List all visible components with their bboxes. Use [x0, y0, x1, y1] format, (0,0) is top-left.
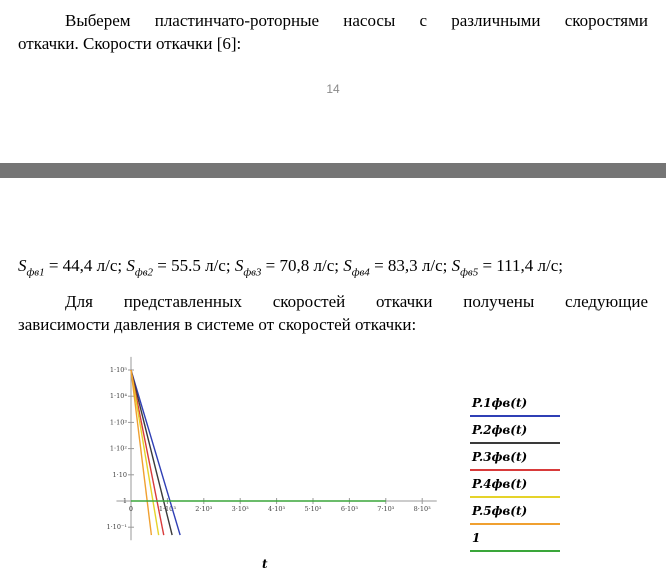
speed-3: $S_{фв3} = 70,8$ л/с;	[234, 256, 344, 279]
pump-speeds-formula	[18, 256, 563, 278]
legend-item: P.2фв(t)	[470, 420, 565, 447]
paragraph-line: Для представленных скоростей откачки получены следующие	[65, 292, 648, 311]
y-tick-label: 1·10⁵	[109, 366, 127, 374]
x-tick-label: 5·10³	[304, 505, 322, 513]
y-tick-label: 1	[122, 497, 127, 505]
y-tick-label: 1·10⁻¹	[106, 523, 127, 532]
pressure-chart	[0, 355, 460, 555]
x-tick-label: 0	[128, 505, 134, 513]
y-tick-label: 1·10⁴	[109, 392, 127, 401]
series-line-5	[128, 370, 151, 535]
paragraph-line: откачки. Скорости откачки [6]:	[18, 34, 242, 53]
speed-4: $S_{фв4} = 83,3$ л/с;	[343, 256, 452, 279]
legend-swatch	[470, 523, 560, 525]
legend-swatch	[470, 415, 560, 417]
x-tick-label: 7·10³	[377, 505, 395, 513]
legend-item: P.1фв(t)	[470, 393, 565, 420]
x-tick-label: 4·10³	[268, 505, 286, 513]
x-tick-label: 8·10³	[413, 505, 431, 513]
page-separator	[0, 163, 666, 178]
legend-swatch	[470, 442, 560, 444]
series-line-3	[128, 370, 164, 535]
legend-swatch	[470, 469, 560, 471]
page-number: 14	[326, 82, 340, 96]
paragraph-pumps	[18, 9, 648, 55]
legend-swatch	[470, 550, 560, 552]
legend-item: P.5фв(t)	[470, 501, 565, 528]
series-line-1	[128, 370, 180, 535]
legend-item: P.3фв(t)	[470, 447, 565, 474]
x-tick-label: 3·10³	[231, 505, 249, 513]
series-line-4	[128, 370, 159, 535]
speed-2: $S_{фв2} = 55.5$ л/с;	[126, 256, 235, 279]
paragraph-dependencies	[18, 290, 648, 336]
chart-legend	[470, 393, 565, 555]
x-tick-label: 6·10³	[340, 505, 358, 513]
legend-item: 1	[470, 528, 565, 555]
series-line-2	[128, 370, 172, 535]
y-tick-label: 1·10	[112, 470, 127, 479]
y-tick-label: 1·10²	[109, 444, 127, 453]
y-tick-label: 1·10³	[109, 418, 127, 427]
speed-1: $S_{фв1} = 44,4$ л/с;	[18, 256, 127, 279]
x-tick-label: 2·10³	[195, 505, 213, 513]
paragraph-line: зависимости давления в системе от скоростей откачки:	[18, 315, 417, 334]
legend-item: P.4фв(t)	[470, 474, 565, 501]
paragraph-line: Выберем пластинчато-роторные насосы с различными скоростями	[65, 11, 648, 30]
x-axis-label: t	[262, 557, 268, 571]
x-tick-label: 1·10³	[158, 505, 176, 513]
legend-swatch	[470, 496, 560, 498]
speed-5: $S_{фв5} = 111,4$ л/с;	[451, 256, 564, 279]
